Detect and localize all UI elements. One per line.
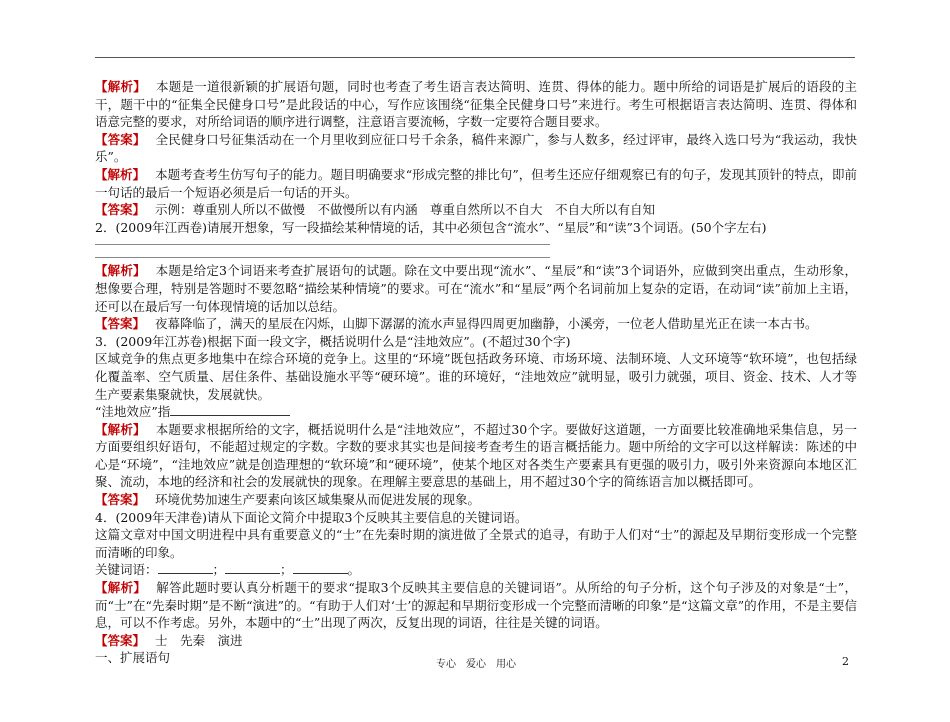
header-rule bbox=[95, 57, 855, 58]
fill-in-line bbox=[95, 403, 857, 421]
section-heading: 一、扩展语句 bbox=[95, 650, 171, 666]
analysis-paragraph bbox=[95, 262, 857, 315]
keywords-end: 。 bbox=[347, 562, 361, 578]
analysis-text: 本题考查考生仿写句子的能力。题目明确要求“形成完整的排比句”，但考生还应仔细观察已有的句子，发现其顶针的特点，即前一句话的最后一个短语必须是后一句话的开头。 bbox=[95, 166, 857, 200]
answer-tag: 【答案】 bbox=[95, 632, 146, 648]
keyword-blank[interactable] bbox=[225, 561, 280, 574]
analysis-tag: 【解析】 bbox=[95, 166, 146, 182]
analysis-text: 本题是给定3个词语来考查扩展语句的试题。除在文中要出现“流水”、“星辰”和“读”3个词语外，应做到突出重点，生动形象，想像要合理，特别是答题时不要忽略“描绘某种情境”的要求。可在“流水”和“星辰”两个名词前加上复杂的定语，在动词“读”前加上主语，还可以在最后写一句体现情境的话加以总结。 bbox=[95, 263, 857, 314]
page-footer bbox=[95, 655, 857, 671]
page-number: 2 bbox=[842, 655, 849, 668]
answer-text: 全民健身口号征集活动在一个月里收到应征口号千余条，稿件来源广，参与人数多，经过评审，最终入选口号为“我运动，我快乐”。 bbox=[95, 131, 857, 165]
analysis-text: 本题是一道很新颖的扩展语句题，同时也考查了考生语言表达简明、连贯、得体的能力。题中所给的词语是扩展后的语段的主干，题干中的“征集全民健身口号”是此段话的中心，写作应该围绕“征集全民健身口号”来进行。考生可根据语言表达简明、连贯、得体和语意完整的要求，对所给词语的顺序进行调整，注意语言要流畅，字数一定要符合题目要求。 bbox=[95, 79, 857, 130]
analysis-tag: 【解析】 bbox=[95, 421, 146, 437]
document-body bbox=[95, 78, 857, 667]
answer-paragraph bbox=[95, 131, 857, 166]
question-2: 2．(2009年江西卷)请展开想象，写一段描绘某种情境的话，其中必须包含“流水”、“星辰”和“读”3个词语。(50个字左右) bbox=[95, 219, 767, 235]
answer-tag: 【答案】 bbox=[95, 316, 146, 332]
fill-in-blank[interactable] bbox=[170, 403, 290, 416]
analysis-paragraph bbox=[95, 78, 857, 131]
question-3: 3．(2009年江苏卷)根据下面一段文字，概括说明什么是“洼地效应”。(不超过30个字) bbox=[95, 333, 571, 349]
answer-text: 环境优势加速生产要素向该区域集聚从而促进发展的现象。 bbox=[155, 492, 481, 508]
answer-paragraph bbox=[95, 632, 857, 650]
answer-text: 示例：尊重别人所以不做慢 不做慢所以有内涵 尊重自然所以不自大 不自大所以有自知 bbox=[155, 202, 656, 218]
analysis-paragraph bbox=[95, 579, 857, 632]
keyword-separator: ； bbox=[212, 562, 226, 578]
analysis-paragraph bbox=[95, 166, 857, 201]
answer-paragraph bbox=[95, 315, 857, 333]
keywords-line bbox=[95, 561, 857, 579]
analysis-tag: 【解析】 bbox=[95, 580, 147, 596]
keyword-blank[interactable] bbox=[293, 561, 348, 574]
answer-tag: 【答案】 bbox=[95, 202, 146, 218]
question-4: 4．(2009年天津卷)请从下面论文简介中提取3个反映其主要信息的关键词语。 bbox=[95, 509, 528, 525]
answer-blank-line[interactable] bbox=[95, 249, 550, 258]
answer-tag: 【答案】 bbox=[95, 131, 146, 147]
fill-in-prompt: “洼地效应”指 bbox=[95, 404, 171, 420]
keyword-separator: ； bbox=[280, 562, 293, 578]
analysis-tag: 【解析】 bbox=[95, 263, 146, 279]
footer-slogan: 专心 爱心 用心 bbox=[436, 659, 516, 670]
analysis-text: 本题要求根据所给的文字，概括说明什么是“洼地效应”，不超过30个字。要做好这道题，一方面要比较准确地采集信息，另一方面要组织好语句，不能超过规定的字数。字数的要求其实也是间接考查考生的语言概括能力。题中所给的文字可以这样解读：陈述的中心是“环境”，“洼地效应”就是创造理想的“软环境”和“硬环境”，使某个地区对各类生产要素具有更强的吸引力，吸引外来资源向本地区汇聚、流动，本地的经济和社会的发展就快的现象。在理解主要意思的基础上，用不超过30个字的简练语言加以概括即可。 bbox=[95, 421, 857, 490]
question-3-passage: 区域竞争的焦点更多地集中在综合环境的竞争上。这里的“环境”既包括政务环境、市场环境、法制环境、人文环境等“软环境”，也包括绿化覆盖率、空气质量、居住条件、基础设施水平等“硬环境”。谁的环境好，“洼地效应”就明显，吸引力就强，项目、资金、技术、人才等生产要素集聚就快，发展就快。 bbox=[95, 351, 857, 402]
answer-paragraph bbox=[95, 201, 857, 219]
analysis-paragraph bbox=[95, 421, 857, 491]
analysis-text: 解答此题时要认真分析题干的要求“提取3个反映其主要信息的关键词语”。从所给的句子分析，这个句子涉及的对象是“士”，而“士”在“先秦时期”是不断“演进”的。“有助于人们对‘士’的源起和早期衍变形成一个完整而清晰的印象”是“这篇文章”的作用，不是主要信息，可以不作考虑。另外，本题中的“士”出现了两次，反复出现的词语，往往是关键的词语。 bbox=[95, 580, 857, 631]
answer-blank-line[interactable] bbox=[95, 236, 550, 245]
answer-paragraph bbox=[95, 491, 857, 509]
answer-text: 士 先秦 演进 bbox=[155, 632, 243, 648]
question-4-passage: 这篇文章对中国文明进程中具有重要意义的“士”在先秦时期的演进做了全景式的追寻，有助于人们对“士”的源起及早期衍变形成一个完整而清晰的印象。 bbox=[95, 527, 857, 560]
keywords-prompt: 关键词语： bbox=[95, 562, 158, 578]
keyword-blank[interactable] bbox=[158, 561, 213, 574]
answer-tag: 【答案】 bbox=[95, 492, 146, 508]
answer-text: 夜幕降临了，满天的星辰在闪烁，山脚下潺潺的流水声显得四周更加幽静，小溪旁，一位老人借助星光正在读一本古书。 bbox=[155, 316, 818, 332]
analysis-tag: 【解析】 bbox=[95, 79, 146, 94]
